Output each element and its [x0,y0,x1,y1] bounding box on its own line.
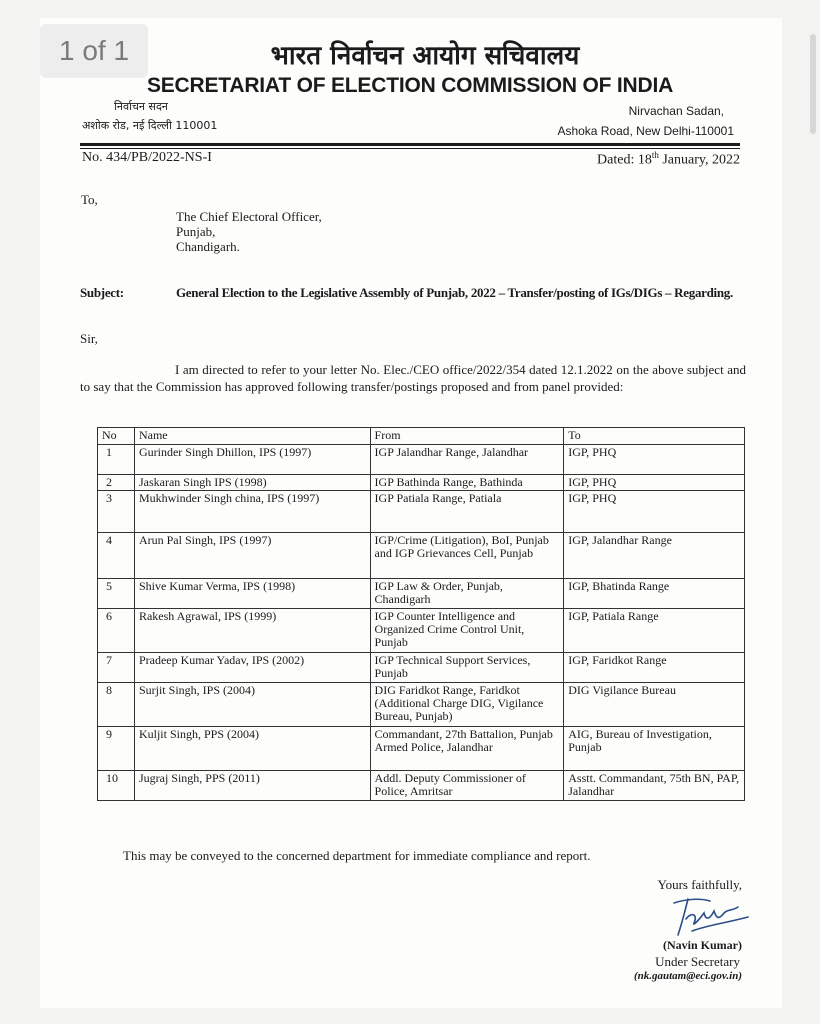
letter-date: Dated: 18th January, 2022 [597,150,740,168]
table-row [98,771,745,801]
hindi-address-line1: निर्वाचन सदन [114,100,168,113]
cell-name: Gurinder Singh Dhillon, IPS (1997) [134,445,370,475]
subject-text: General Election to the Legislative Assembly of Punjab, 2022 – Transfer/posting of IGs/DIGs – Regarding. [176,285,733,300]
cell-to: IGP, PHQ [564,445,745,475]
cell-name: Jaskaran Singh IPS (1998) [134,475,370,491]
letterhead-divider [80,143,740,146]
handwritten-signature [652,893,752,941]
cell-to: IGP, PHQ [564,491,745,533]
cell-name: Shive Kumar Verma, IPS (1998) [134,579,370,609]
cell-from: IGP Jalandhar Range, Jalandhar [370,445,564,475]
to-label: To, [81,192,98,207]
table-row [98,475,745,491]
cell-no: 3 [98,491,135,533]
transfer-postings-table [97,427,745,801]
cell-from: IGP Counter Intelligence and Organized Crime Control Unit, Punjab [370,609,564,653]
table-row [98,579,745,609]
cell-no: 7 [98,653,135,683]
cell-name: Pradeep Kumar Yadav, IPS (2002) [134,653,370,683]
cell-to: Asstt. Commandant, 75th BN, PAP, Jalandhar [564,771,745,801]
cell-name: Jugraj Singh, PPS (2011) [134,771,370,801]
letterhead-english-title: SECRETARIAT OF ELECTION COMMISSION OF INDIA [146,74,674,97]
cell-from: IGP Technical Support Services, Punjab [370,653,564,683]
english-address-line2: Ashoka Road, New Delhi-110001 [557,124,734,138]
cell-no: 9 [98,727,135,771]
english-address-line1: Nirvachan Sadan, [628,104,724,118]
cell-from: IGP Law & Order, Punjab, Chandigarh [370,579,564,609]
cell-no: 2 [98,475,135,491]
cell-no: 10 [98,771,135,801]
cell-no: 6 [98,609,135,653]
cell-from: IGP Bathinda Range, Bathinda [370,475,564,491]
table-row [98,683,745,727]
cell-to: DIG Vigilance Bureau [564,683,745,727]
signatory-name: (Navin Kumar) [663,938,742,952]
table-row [98,653,745,683]
addressee-block [176,209,322,254]
addressee-line: Punjab, [176,224,216,239]
table-row [98,609,745,653]
cell-to: IGP, PHQ [564,475,745,491]
salutation: Sir, [80,331,98,346]
cell-name: Kuljit Singh, PPS (2004) [134,727,370,771]
cell-to: IGP, Jalandhar Range [564,533,745,579]
cell-name: Arun Pal Singh, IPS (1997) [134,533,370,579]
letterhead-divider-thin [80,148,740,149]
cell-to: AIG, Bureau of Investigation, Punjab [564,727,745,771]
cell-from: IGP/Crime (Litigation), BoI, Punjab and IGP Grievances Cell, Punjab [370,533,564,579]
cell-from: Commandant, 27th Battalion, Punjab Armed Police, Jalandhar [370,727,564,771]
cell-no: 1 [98,445,135,475]
column-header-no: No [98,428,135,445]
cell-no: 5 [98,579,135,609]
addressee-line: Chandigarh. [176,239,240,254]
cell-from: DIG Faridkot Range, Faridkot (Additional Charge DIG, Vigilance Bureau, Punjab) [370,683,564,727]
signatory-designation: Under Secretary [655,954,740,969]
table-row [98,533,745,579]
column-header-name: Name [134,428,370,445]
subject-label: Subject: [80,285,124,300]
cell-no: 4 [98,533,135,579]
cell-to: IGP, Bhatinda Range [564,579,745,609]
letterhead-hindi-title: भारत निर्वाचन आयोग सचिवालय [270,41,580,71]
cell-from: IGP Patiala Range, Patiala [370,491,564,533]
cell-from: Addl. Deputy Commissioner of Police, Amritsar [370,771,564,801]
table-header-row [98,428,745,445]
table-row [98,727,745,771]
reference-number: No. 434/PB/2022-NS-I [82,150,212,165]
hindi-address-line2: अशोक रोड, नई दिल्ली 110001 [82,119,218,132]
column-header-to: To [564,428,745,445]
signatory-email: (nk.gautam@eci.gov.in) [633,970,742,982]
column-header-from: From [370,428,564,445]
cell-to: IGP, Faridkot Range [564,653,745,683]
table-row [98,491,745,533]
page-indicator: 1 of 1 [40,24,148,78]
body-paragraph: I am directed to refer to your letter No. Elec./CEO office/2022/354 dated 12.1.2022 on the above subject and to say that the Commission has approved following transfer/postings proposed and from panel provided: [80,362,746,394]
cell-to: IGP, Patiala Range [564,609,745,653]
closing-line: This may be conveyed to the concerned department for immediate compliance and report. [123,848,591,863]
table-row [98,445,745,475]
cell-name: Mukhwinder Singh china, IPS (1997) [134,491,370,533]
cell-no: 8 [98,683,135,727]
addressee-line: The Chief Electoral Officer, [176,209,322,224]
cell-name: Surjit Singh, IPS (2004) [134,683,370,727]
cell-name: Rakesh Agrawal, IPS (1999) [134,609,370,653]
yours-faithfully: Yours faithfully, [657,877,742,892]
